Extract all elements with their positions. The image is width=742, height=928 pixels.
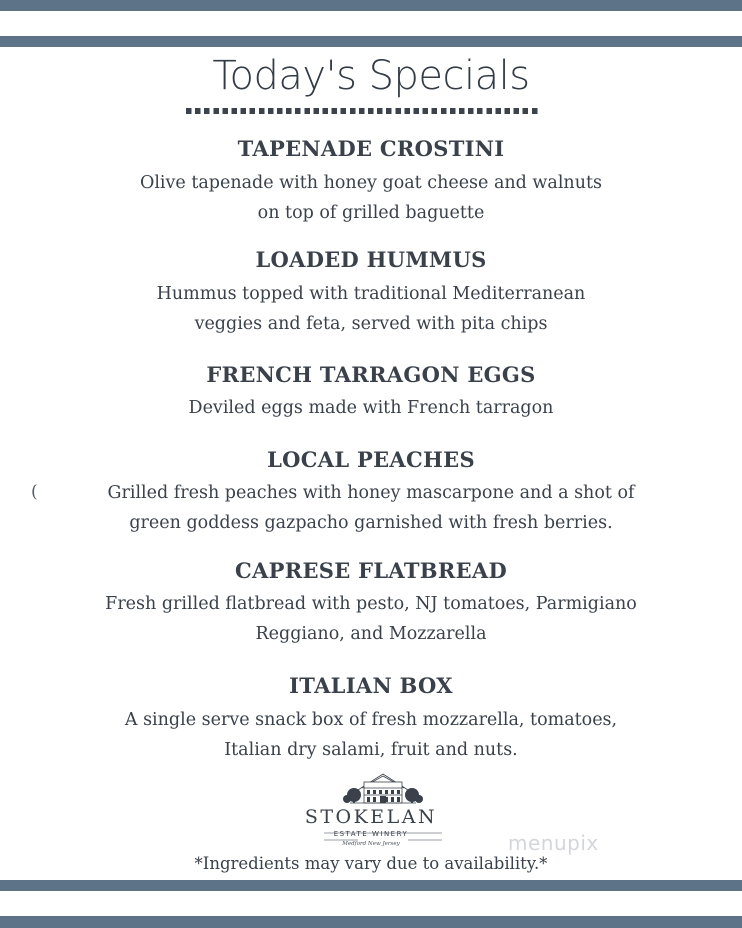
stray-mark: ( (31, 482, 38, 502)
item-description-line: veggies and feta, served with pita chips (194, 314, 548, 334)
item-name: LOCAL PEACHES (267, 447, 475, 472)
watermark: menupix (508, 831, 599, 855)
item-description-line: Hummus topped with traditional Mediterranean (156, 284, 586, 304)
item-name: TAPENADE CROSTINI (237, 136, 505, 161)
logo-tagline: Medford New Jersey (342, 841, 400, 847)
bottom-stripe-inner (0, 880, 742, 891)
item-name: FRENCH TARRAGON EGGS (206, 362, 536, 387)
item-description-line: Reggiano, and Mozzarella (255, 624, 487, 644)
item-name: ITALIAN BOX (289, 673, 453, 698)
title-dotted-divider (186, 108, 540, 114)
item-description-line: Olive tapenade with honey goat cheese and walnuts (139, 173, 602, 193)
logo-wordmark: STOKELAN (304, 806, 438, 828)
item-name: CAPRESE FLATBREAD (235, 558, 507, 583)
page-title: Today's Specials (212, 53, 530, 99)
item-description-line: on top of grilled baguette (257, 203, 485, 223)
logo-subtitle: ESTATE WINERY (333, 830, 409, 838)
item-description-line: Deviled eggs made with French tarragon (188, 398, 554, 418)
bottom-stripe-outer (0, 916, 742, 928)
item-description-line: Grilled fresh peaches with honey mascarpone and a shot of (107, 483, 635, 503)
item-description-line: green goddess gazpacho garnished with fresh berries. (129, 513, 613, 533)
top-stripe-inner (0, 36, 742, 47)
top-stripe-outer (0, 0, 742, 11)
item-description-line: A single serve snack box of fresh mozzarella, tomatoes, (124, 710, 618, 730)
item-description-line: Italian dry salami, fruit and nuts. (224, 740, 518, 760)
item-description-line: Fresh grilled flatbread with pesto, NJ tomatoes, Parmigiano (105, 594, 637, 614)
availability-footnote: *Ingredients may vary due to availability.* (194, 854, 548, 873)
item-name: LOADED HUMMUS (255, 247, 487, 272)
